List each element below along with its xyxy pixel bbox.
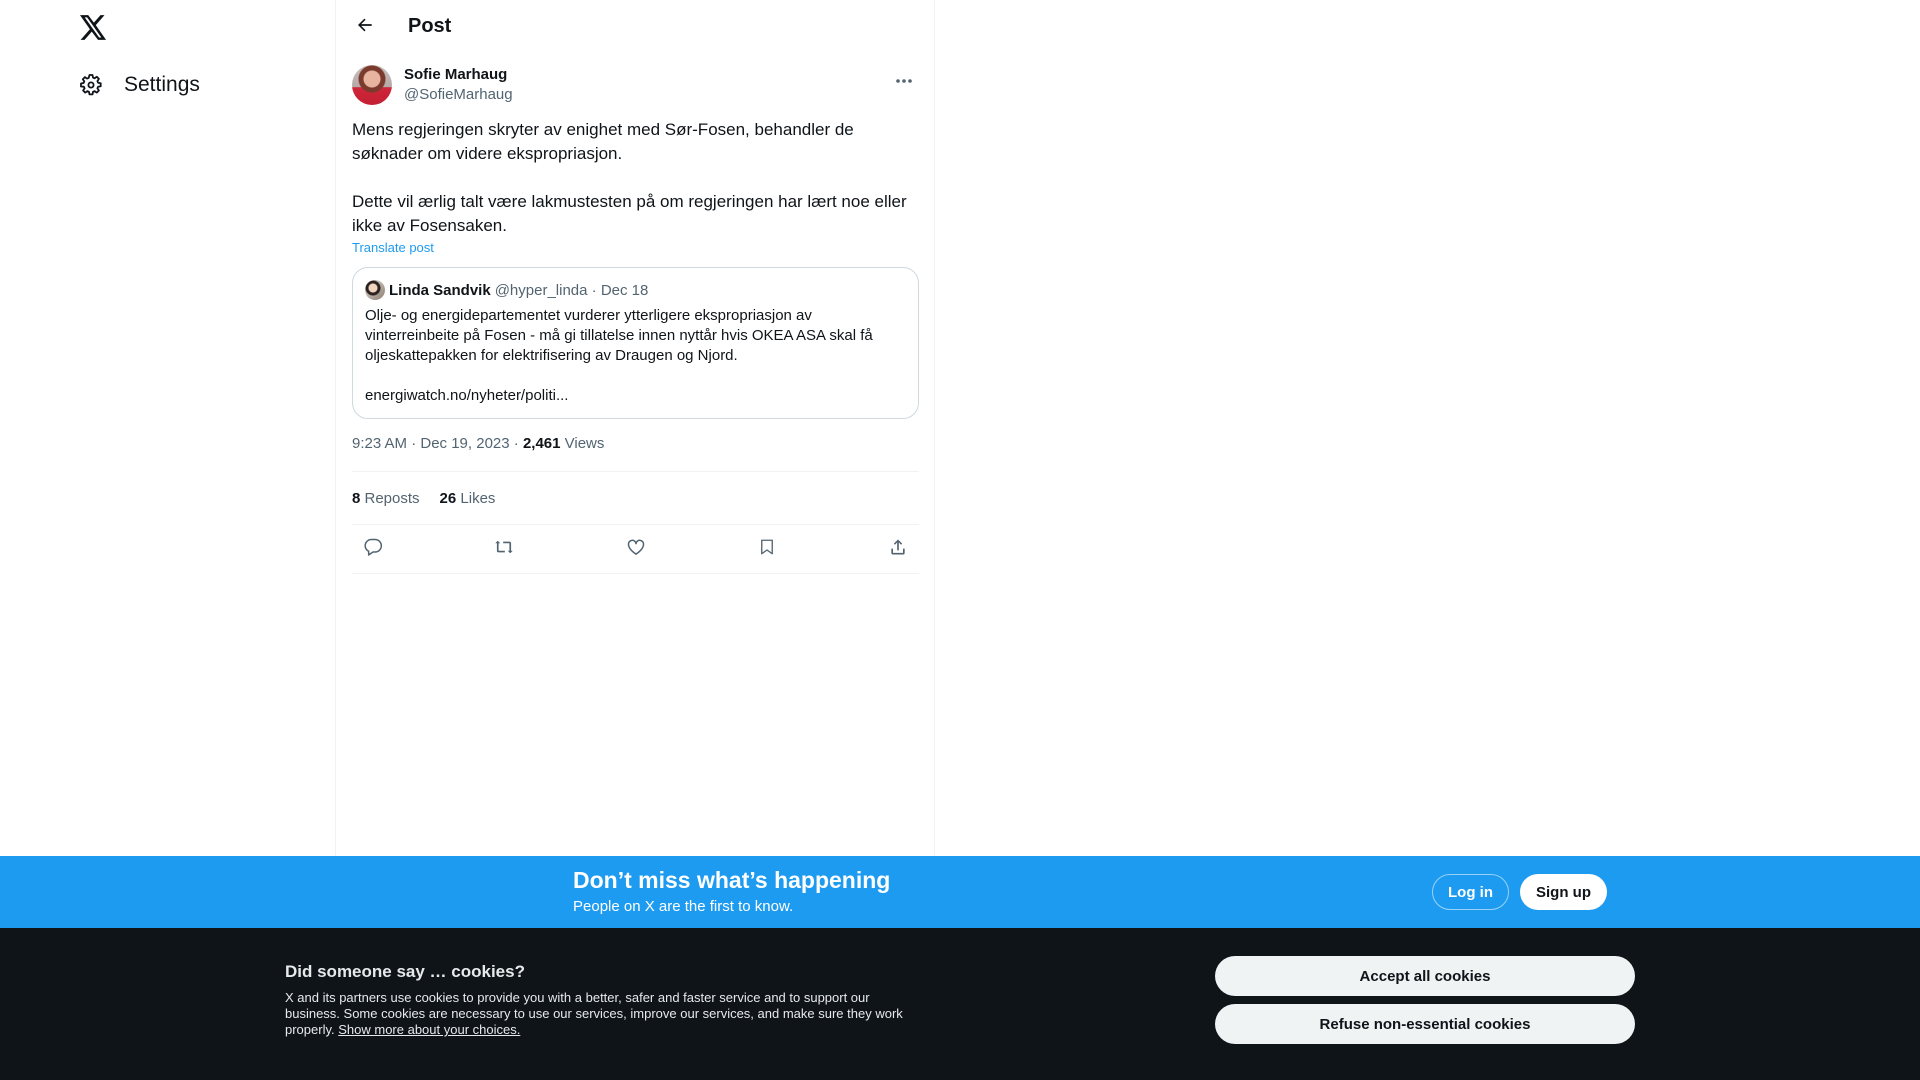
quoted-post-header (365, 280, 906, 300)
bookmark-icon (758, 537, 776, 562)
reposts-count: 8 (352, 489, 361, 507)
primary-column (335, 0, 935, 860)
post-stats (352, 472, 919, 524)
views-label: Views (560, 435, 605, 452)
banner-title: Don’t miss what’s happening (573, 867, 891, 893)
nav-item-settings[interactable] (78, 72, 200, 98)
share-button[interactable] (881, 532, 915, 566)
banner-subtitle: People on X are the first to know. (573, 898, 794, 915)
more-dots-icon (895, 68, 913, 89)
like-icon (626, 537, 646, 562)
page-title: Post (408, 15, 452, 37)
back-button[interactable] (348, 10, 382, 44)
post-timestamp-row (352, 435, 919, 455)
signup-banner (0, 856, 1920, 928)
post-timestamp[interactable]: 9:23 AM · Dec 19, 2023 · (352, 435, 523, 452)
translate-post-link[interactable]: Translate post (352, 240, 434, 255)
cookie-choices-link[interactable]: Show more about your choices. (338, 1022, 521, 1037)
more-options-button[interactable] (889, 66, 919, 90)
quoted-post[interactable] (352, 267, 919, 419)
share-icon (888, 537, 908, 562)
cookie-text (285, 990, 915, 1038)
arrow-left-icon (355, 15, 375, 40)
quoted-author-name: Linda Sandvik (389, 281, 491, 299)
repost-icon (493, 537, 515, 562)
avatar[interactable] (352, 65, 392, 105)
post-actions (352, 525, 919, 573)
likes-label: Likes (456, 489, 496, 507)
bookmark-button[interactable] (750, 532, 784, 566)
repost-button[interactable] (487, 532, 521, 566)
reply-icon (363, 537, 383, 562)
reply-button[interactable] (356, 532, 390, 566)
gear-icon (78, 72, 104, 98)
accept-cookies-button[interactable]: Accept all cookies (1215, 956, 1635, 996)
reposts-stat[interactable] (352, 490, 420, 507)
likes-count: 26 (439, 489, 457, 507)
login-button[interactable]: Log in (1432, 874, 1509, 910)
cookie-body: X and its partners use cookies to provide you with a better, safer and faster service and to support our business. Some cookies are necessary to use our services, improve our services, and make sure they work properly. (285, 990, 903, 1037)
cookie-title: Did someone say … cookies? (285, 962, 525, 981)
cookie-consent-bar (0, 928, 1920, 1080)
author-handle[interactable]: @SofieMarhaug (404, 86, 513, 103)
signup-button[interactable]: Sign up (1520, 874, 1607, 910)
reposts-label: Reposts (360, 489, 420, 507)
post-author-row (352, 64, 919, 108)
likes-stat[interactable] (440, 490, 496, 507)
avatar (365, 280, 385, 300)
like-button[interactable] (619, 532, 653, 566)
views-count: 2,461 (522, 435, 561, 452)
post (352, 64, 919, 574)
x-logo-icon[interactable] (78, 12, 108, 42)
quoted-author-meta: @hyper_linda · Dec 18 (494, 281, 649, 299)
page-header (336, 0, 936, 54)
refuse-cookies-button[interactable]: Refuse non-essential cookies (1215, 1004, 1635, 1044)
quoted-post-text: Olje- og energidepartementet vurderer ytterligere ekspropriasjon av vinterreinbeite på Fosen - må gi tillatelse innen nyttår hvis OKEA ASA skal få oljeskattepakken for elektrifisering av Draugen og Njord. energiwatch.no/nyheter/politi... (365, 307, 873, 404)
post-text: Mens regjeringen skryter av enighet med Sør-Fosen, behandler de søknader om videre ekspropriasjon. Dette vil ærlig talt være lakmustesten på om regjeringen har lært noe eller ikke av Fosensaken. (352, 120, 907, 235)
divider (352, 573, 919, 574)
nav-item-label: Settings (124, 73, 200, 96)
author-name[interactable]: Sofie Marhaug (404, 66, 508, 83)
